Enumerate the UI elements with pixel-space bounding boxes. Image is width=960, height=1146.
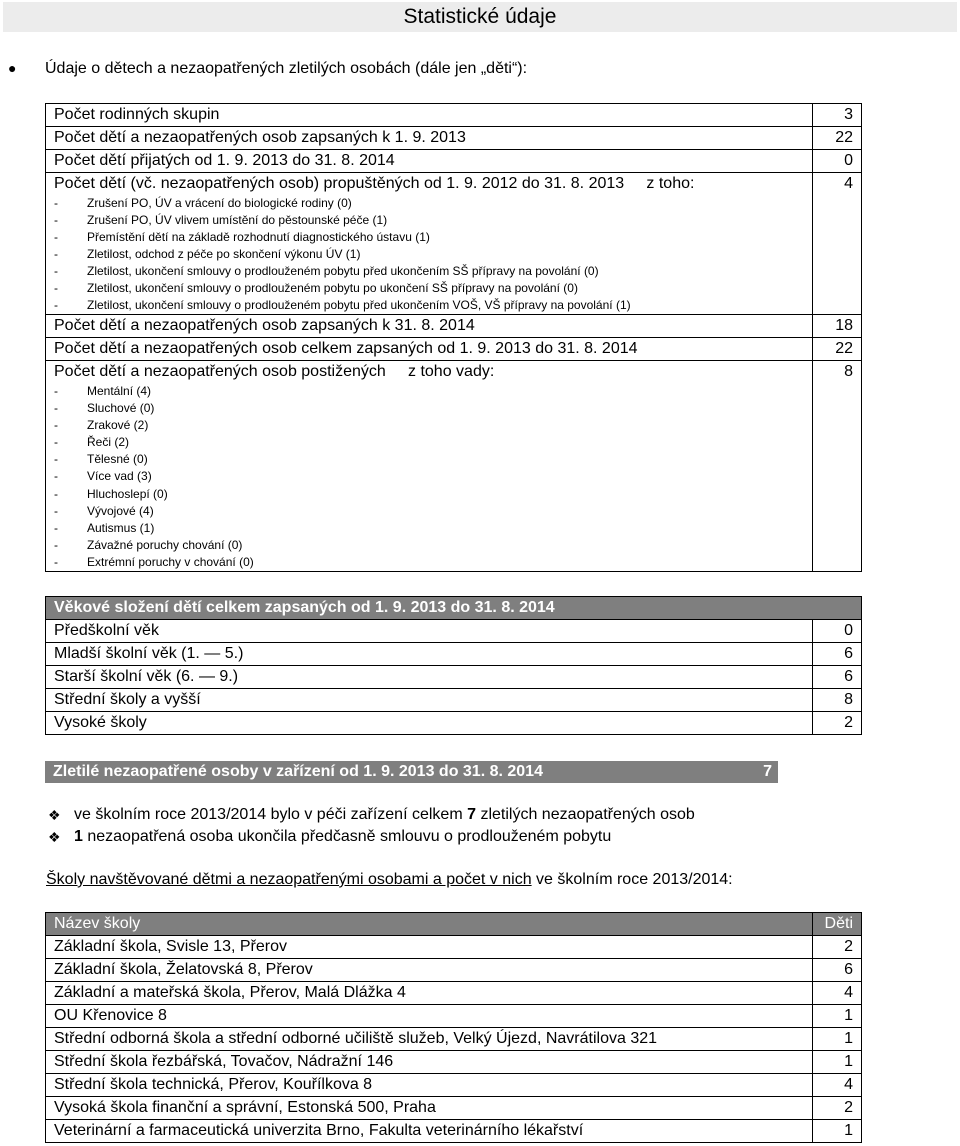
list-item: - Zletilost, ukončení smlouvy o prodlouženém pobytu po ukončení SŠ přípravy na povolání (0) [54, 281, 578, 295]
table-row [46, 338, 862, 361]
row-value: 0 [813, 150, 862, 173]
row-label: Starší školní věk (6. — 9.) [46, 666, 813, 689]
table-header [46, 597, 862, 620]
list-item: - Sluchové (0) [54, 401, 155, 416]
list-item: - Více vad (3) [54, 469, 152, 484]
row-label: Vysoké školy [46, 712, 813, 735]
row-label: Počet dětí a nezaopatřených osob zapsaných k 31. 8. 2014 [46, 315, 813, 338]
row-value: 22 [813, 127, 862, 150]
adults-value: 7 [730, 761, 778, 783]
row-label: Mladší školní věk (1. — 5.) [46, 643, 813, 666]
table-row [46, 643, 862, 666]
table-row [46, 689, 862, 712]
list-item: - Zletilost, ukončení smlouvy o prodlouženém pobytu před ukončením SŠ přípravy na povolání (0) [54, 264, 599, 278]
intro-text: Údaje o dětech a nezaopatřených zletilých osobách (dále jen „děti“): [45, 60, 528, 77]
col-count-header: Děti [813, 913, 862, 936]
list-item: - Zrakové (2) [54, 418, 149, 433]
disabled-label: Počet dětí a nezaopatřených osob postižených [54, 363, 386, 380]
table-row: Vysoká škola finanční a správní, Estonská 500, Praha 2 [46, 1097, 862, 1120]
list-item: - Závažné poruchy chování (0) [54, 537, 243, 552]
table-row: Veterinární a farmaceutická univerzita Brno, Fakulta veterinárního lékařství 1 [46, 1120, 862, 1143]
age-table [45, 596, 862, 735]
table-row: OU Křenovice 8 1 [46, 1005, 862, 1028]
row-value: 3 [813, 104, 862, 127]
table-row [46, 666, 862, 689]
table-row: Základní škola, Želatovská 8, Přerov 6 [46, 959, 862, 982]
table-header [46, 913, 862, 936]
adults-label: Zletilé nezaopatřené osoby v zařízení od 1. 9. 2013 do 31. 8. 2014 [45, 761, 731, 783]
list-item: - Tělesné (0) [54, 452, 148, 467]
list-item: - Zrušení PO, ÚV a vrácení do biologické rodiny (0) [54, 196, 352, 210]
table-row: Základní a mateřská škola, Přerov, Malá Dlážka 4 4 [46, 982, 862, 1005]
age-header: Věkové složení dětí celkem zapsaných od 1. 9. 2013 do 31. 8. 2014 [46, 597, 862, 620]
summary-table [45, 103, 862, 572]
row-value: 8 [813, 689, 862, 712]
schools-table [45, 912, 862, 1143]
table-row: Základní škola, Svisle 13, Přerov 2 [46, 936, 862, 959]
table-row: Střední škola technická, Přerov, Kouřílkova 8 4 [46, 1074, 862, 1097]
list-item: - Řeči (2) [54, 435, 130, 450]
row-label: Střední školy a vyšší [46, 689, 813, 712]
row-value: 6 [813, 643, 862, 666]
table-row [46, 150, 862, 173]
released-suffix: z toho: [646, 175, 695, 192]
table-row-disabled [46, 361, 862, 572]
row-label: Počet dětí přijatých od 1. 9. 2013 do 31. 8. 2014 [46, 150, 813, 173]
table-row [46, 127, 862, 150]
row-value: 8 [813, 361, 862, 572]
schools-heading: Školy navštěvované dětmi a nezaopatřenými osobami a počet v nich ve školním roce 2013/2014: [46, 871, 733, 888]
row-value: 2 [813, 712, 862, 735]
table-row [46, 620, 862, 643]
list-item: - Hluchoslepí (0) [54, 486, 168, 501]
row-label: Počet dětí a nezaopatřených osob zapsaných k 1. 9. 2013 [46, 127, 813, 150]
table-row [46, 104, 862, 127]
table-row: Střední odborná škola a střední odborné učiliště služeb, Velký Újezd, Navrátilova 321 1 [46, 1028, 862, 1051]
diamond-bullet-icon: ❖ [48, 829, 61, 845]
list-item: - Mentální (4) [54, 384, 152, 398]
diamond-bullet-icon: ❖ [48, 807, 61, 823]
row-value: 4 [813, 173, 862, 315]
list-item: - Extrémní poruchy v chování (0) [54, 554, 254, 569]
disabled-label-line [54, 361, 804, 383]
page-title: Statistické údaje [3, 2, 957, 32]
row-label: Počet dětí a nezaopatřených osob celkem zapsaných od 1. 9. 2013 do 31. 8. 2014 [46, 338, 813, 361]
table-row-released [46, 173, 862, 315]
table-row [46, 315, 862, 338]
row-label: Počet rodinných skupin [46, 104, 813, 127]
row-value: 0 [813, 620, 862, 643]
col-name-header: Název školy [46, 913, 813, 936]
disabled-cell [46, 361, 813, 572]
list-item: - Zrušení PO, ÚV vlivem umístění do pěstounské péče (1) [54, 213, 388, 227]
row-label: Předškolní věk [46, 620, 813, 643]
released-label: Počet dětí (vč. nezaopatřených osob) propuštěných od 1. 9. 2012 do 31. 8. 2013 [54, 175, 625, 192]
list-item: - Zletilost, odchod z péče po skončení výkonu ÚV (1) [54, 247, 361, 261]
row-value: 6 [813, 666, 862, 689]
list-item: - Zletilost, ukončení smlouvy o prodlouženém pobytu před ukončením VOŠ, VŠ přípravy na povolání (1) [54, 298, 631, 312]
row-value: 18 [813, 315, 862, 338]
disabled-suffix: z toho vady: [408, 363, 495, 380]
table-row [46, 712, 862, 735]
list-item: - Autismus (1) [54, 520, 155, 535]
released-cell [46, 173, 813, 315]
row-value: 22 [813, 338, 862, 361]
released-label-line [54, 173, 804, 195]
list-item: - Přemístění dětí na základě rozhodnutí diagnostického ústavu (1) [54, 230, 430, 244]
list-item: - Vývojové (4) [54, 503, 154, 518]
bullet-icon: ● [8, 60, 17, 76]
table-row: Střední škola řezbářská, Tovačov, Nádražní 146 1 [46, 1051, 862, 1074]
